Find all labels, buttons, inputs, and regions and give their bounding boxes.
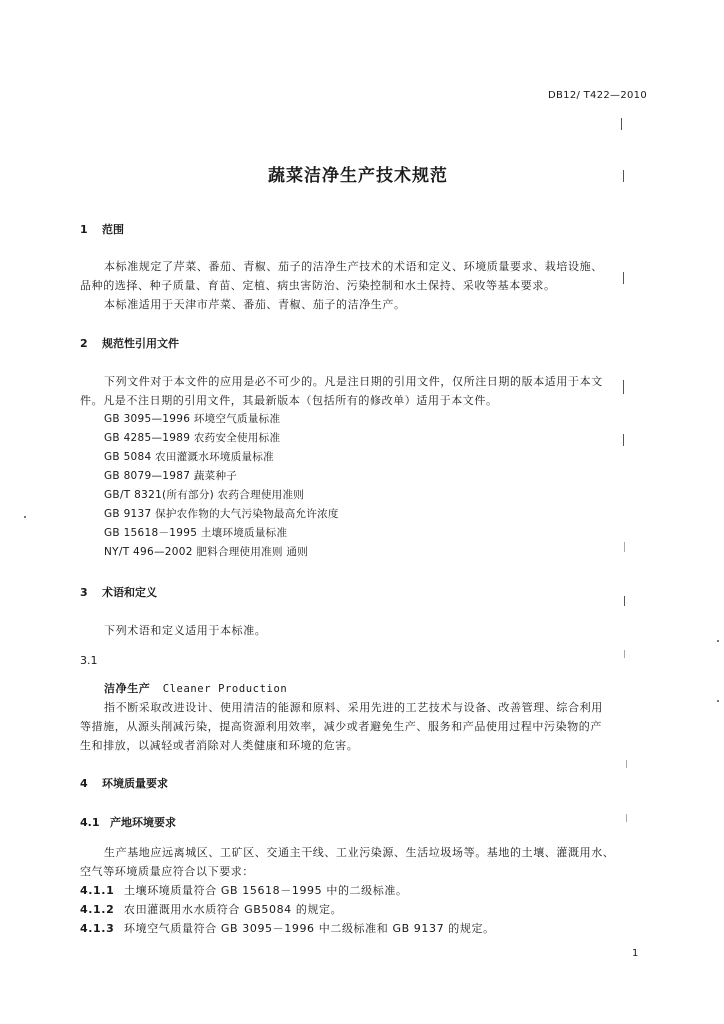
reference-item: GB 4285—1989 农药安全使用标准: [104, 432, 281, 444]
paragraph-line: 指不断采取改进设计、使用清洁的能源和原料、采用先进的工艺技术与设备、改善管理、综合利用: [104, 701, 603, 714]
paragraph-line: 本标准规定了芹菜、番茄、青椒、茄子的洁净生产技术的术语和定义、环境质量要求、栽培设施、: [104, 260, 603, 273]
term-line: [104, 680, 287, 696]
document-title: 蔬菜洁净生产技术规范: [268, 166, 448, 186]
section-number: 1: [80, 223, 88, 236]
scan-mark: [626, 814, 627, 822]
page-number: 1: [632, 948, 639, 959]
scan-mark: [623, 272, 624, 284]
requirement-item: [80, 882, 408, 898]
paragraph-line: 本标准适用于天津市芹菜、番茄、青椒、茄子的洁净生产。: [104, 298, 406, 311]
scan-mark: [623, 380, 624, 394]
reference-item: GB 5084 农田灌溉水环境质量标准: [104, 451, 274, 463]
paragraph-line: 等措施，从源头削减污染，提高资源利用效率，减少或者避免生产、服务和产品使用过程中污染物的产: [80, 720, 602, 733]
paragraph-line: 件。凡是不注日期的引用文件，其最新版本（包括所有的修改单）适用于本文件。: [80, 394, 498, 407]
term-chinese: 洁净生产: [104, 682, 151, 695]
scan-mark: [621, 118, 622, 130]
item-text: 环境空气质量符合 GB 3095－1996 中二级标准和 GB 9137 的规定。: [124, 922, 495, 935]
term-english: Cleaner Production: [162, 683, 288, 695]
section-title: 规范性引用文件: [102, 337, 179, 350]
reference-item: GB 3095—1996 环境空气质量标准: [104, 413, 281, 425]
item-number: 4.1.2: [80, 903, 115, 916]
paragraph-line: 生和排放，以减轻或者消除对人类健康和环境的危害。: [80, 739, 359, 752]
standard-code: DB12/ T422—2010: [548, 90, 647, 101]
paragraph-line: 生产基地应远离城区、工矿区、交通主干线、工业污染源、生活垃圾场等。基地的土壤、灌溉用水、: [104, 846, 615, 859]
requirement-item: [80, 920, 495, 936]
paragraph-line: 下列文件对于本文件的应用是必不可少的。凡是注日期的引用文件，仅所注日期的版本适用于本文: [104, 375, 603, 388]
subsection-number: 4.1: [80, 816, 100, 829]
scan-mark: [623, 170, 624, 182]
scan-fleck: [24, 516, 26, 518]
paragraph-line: 空气等环境质量应符合以下要求：: [80, 865, 254, 878]
paragraph-line: 下列术语和定义适用于本标准。: [104, 624, 267, 637]
reference-item: NY/T 496—2002 肥料合理使用准则 通则: [104, 546, 308, 558]
scan-fleck: [717, 640, 719, 642]
scan-mark: [624, 542, 625, 552]
scan-mark: [626, 760, 627, 768]
item-text: 土壤环境质量符合 GB 15618－1995 中的二级标准。: [124, 884, 408, 897]
section-2-heading: [80, 335, 179, 351]
section-title: 环境质量要求: [102, 777, 168, 790]
item-number: 4.1.1: [80, 884, 115, 897]
section-1-heading: [80, 221, 124, 237]
requirement-item: [80, 901, 342, 917]
section-title: 术语和定义: [102, 586, 157, 599]
item-text: 农田灌溉用水水质符合 GB5084 的规定。: [124, 903, 343, 916]
scan-mark: [624, 596, 625, 606]
reference-item: GB 8079—1987 蔬菜种子: [104, 470, 238, 482]
section-number: 4: [80, 777, 88, 790]
item-number: 4.1.3: [80, 922, 115, 935]
section-number: 2: [80, 337, 88, 350]
reference-item: GB 9137 保护农作物的大气污染物最高允许浓度: [104, 508, 339, 520]
section-3-heading: [80, 584, 157, 600]
section-title: 范围: [102, 223, 124, 236]
paragraph-line: 品种的选择、种子质量、育苗、定植、病虫害防治、污染控制和水土保持、采收等基本要求。: [80, 279, 556, 292]
subsection-title: 产地环境要求: [110, 816, 176, 829]
section-number: 3: [80, 586, 88, 599]
subsection-number: 3.1: [80, 654, 98, 667]
scan-mark: [623, 434, 624, 446]
reference-item: GB 15618－1995 土壤环境质量标准: [104, 527, 288, 539]
reference-item: GB/T 8321(所有部分) 农药合理使用准则: [104, 489, 305, 501]
scan-fleck: [717, 700, 719, 702]
scan-mark: [624, 650, 625, 658]
section-4-heading: [80, 775, 168, 791]
subsection-4-1-heading: [80, 814, 176, 830]
